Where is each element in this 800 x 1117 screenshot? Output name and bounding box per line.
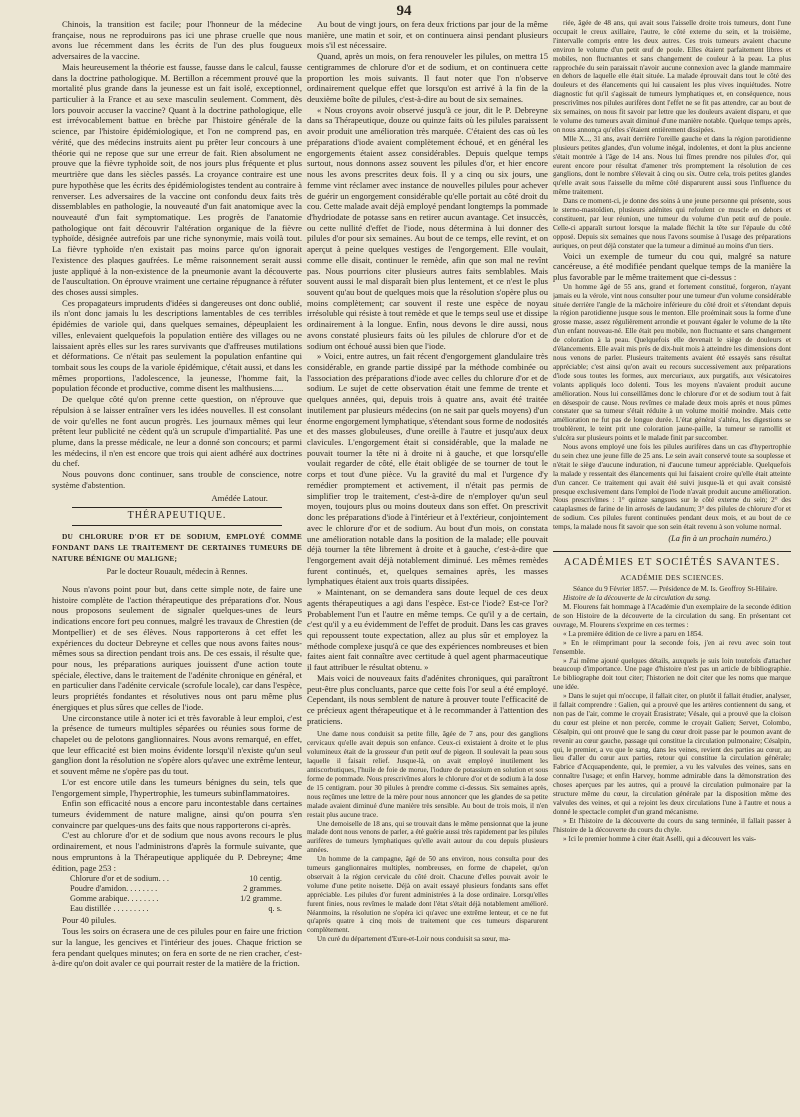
page-number: 94 xyxy=(396,3,412,19)
paragraph: Voici un exemple de tumeur du cou qui, malgré sa nature cancéreuse, a été modifiée pendant quelque temps de la manière la plus favorable par le même traitement que ci-dessus : xyxy=(553,250,791,282)
case-paragraph: Histoire de la découverte de la circulation du sang. xyxy=(563,594,711,603)
formula-row xyxy=(70,894,302,904)
paragraph: « Nous croyons avoir observé jusqu'à ce jour, dit le P. Debreyne dans sa Thérapeutique, douze ou quinze faits où les pilules paraissent avoir produit une amélioration très marquée. C'étaient des cas où les préparations d'iode avaient complètement échoué, et en général les engorgements étaient assez considérables. Depuis quelque temps surtout, nous donnons assez souvent les pilules d'or, et hier encore nous les avons prescrites deux fois. Il y a cinq ou six jours, une femme vint réclamer avec instance de nouvelles pilules pour achever de guérir un engorgement considérable qu'elle portait au côté droit du cou. Cette malade avait déjà employé pendant longtemps la pommade d'hydriodate de potasse sans en retirer aucun avantage. Cet insuccès, ou cette nullité d'effet de l'iode, nous détermina à lui donner des pilules d'or pour six semaines. Au bout de ce temps, elle revint, et on aperçut à peine quelques vestiges de l'engorgement. Elle voulait, comme elle disait, continuer le remède, afin que son mal ne revînt pas. Nous pourrions citer plusieurs autres faits semblables. Mais souvent aussi le mal disparaît bien plus lentement, et ce n'est le plus souvent qu'au bout de quelques mois que la résolution s'opère plus ou moins complètement; car souvent il reste une espèce de noyau irrésoluble qui résiste à tout remède et que le temps seul use et dissipe ordinairement à la longue. Enfin, nous devons le dire aussi, nous avons constaté plusieurs faits où les pilules de chlorure d'or et de sodium ont échoué aussi bien que l'iode. xyxy=(307,104,548,351)
paragraph: » Voici, entre autres, un fait récent d'engorgement glandulaire très considérable, en grande partie dissipé par la méthode combinée ou l'association des préparations d'iode avec celles du chlorure d'or et de sodium. Le sujet de cette observation était une femme de trente et quelques années, qui, depuis trois à quatre ans, avait été traitée inutilement par plusieurs médecins (on ne sait par quels moyens) d'un énorme engorgement lymphatique, s'étendant sous forme de nodosités et des masses globuleuses, d'une oreille à l'autre et jusqu'aux deux clavicules. L'engorgement était si considérable, que la malade ne pouvait tourner la tête ni à droite ni à gauche, et que lorsqu'elle voulait regarder de côté, elle était obligée de se tourner de tout le corps et tout d'une pièce. Vu la gravité du mal et l'urgence d'y remédier promptement et activement, il n'était pas permis de simplifier trop le traitement, c'est-à-dire de n'employer qu'un seul moyen, toujours plus ou moins douteux dans son effet. On prescrivit donc les préparations d'iode à l'intérieur et à l'extérieur, conjointement avec le chlorure d'or et de sodium. Au bout d'un mois, on constata une amélioration notable dans la position de la malade; elle pouvait déjà tourner la tête librement à droite et à gauche, c'est-à-dire que l'engorgement avait déjà notablement diminué. Les mêmes remèdes furent continués, et, quelques semaines après, les masses lymphatiques étaient aux trois quarts dissipées. xyxy=(307,351,548,587)
case-paragraph: « La première édition de ce livre a paru en 1854. xyxy=(563,629,703,638)
formula-tail: Pour 40 pilules. xyxy=(62,915,117,926)
case-paragraph: Un curé du département d'Eure-et-Loir nous conduisit sa sœur, ma- xyxy=(317,935,511,944)
formula-ingredient: Chlorure d'or et de sodium. . . xyxy=(70,874,169,884)
session-line: Séance du 9 Février 1857. — Présidence de M. Is. Geoffroy St-Hilaire. xyxy=(573,585,778,594)
case-paragraph: » J'ai même ajouté quelques détails, auxquels je suis loin toutefois d'attacher beaucoup d'importance. Une page d'histoire n'est pas un article de bibliographie. Le bibliographe doit tout citer; l'historien ne doit citer que les noms que marque une idée. xyxy=(553,656,791,692)
case-paragraph: Un homme de la campagne, âgé de 50 ans environ, nous consulta pour des tumeurs ganglionnaires multiples, nombreuses, en forme de chapelet, qu'on observait à la région cervicale du côté droit. Chacune d'elles pouvait avoir le volume d'une petite noisette. Déjà on avait essayé plusieurs fondants sans effet appréciable. Les pilules d'or furent administrées à la dose ordinaire. Lorsqu'elles furent finies, nous revîmes le malade dont l'état s'était déjà notablement amélioré. Néanmoins, la résolution ne s'opéra ici qu'avec une extrême lenteur, et ce ne fut qu'après quatre à cinq mois de traitement que ces tumeurs disparurent complètement. xyxy=(307,855,548,935)
paragraph: Chinois, la transition est facile; pour l'honneur de la médecine française, nous ne reproduirons pas ici une phrase cruelle que nous avons lue récemment dans les écrits de l'un des plus fougueux adversaires de la vaccine. xyxy=(52,19,302,62)
case-paragraph: » Dans le sujet qui m'occupe, il fallait citer, on plutôt il fallait étudier, analyser, il fallait comprendre : Galien, qui a prouvé que les artères contiennent du sang, et non pas de l'air, comme le croyait Érasistrate; Vésale, qui a prouvé que la cloison du cœur est pleine et non percée, comme le croyait Galien; Servet, Colombo, Césalpin, qui ont prouvé que le sang du cœur droit passe par le poumon avant de revenir au cœur gauche, passage qui constitue la circulation pulmonaire; Césalpin, qui, le premier, a vu que le sang, dans les veines, revient des parties au cœur, au lieu d'aller du cœur aux parties, retour qui constitue la circulation générale; Fabrice d'Acquapendente, qui, le premier, a vu les valvules des veines, sans en connaître l'usage; et enfin Harvey, homme admirable dans la démonstration des choses aperçues par les autres, qui a prouvé la circulation pulmonaire par la structure même du cœur, la circulation générale par la disposition même des valvules des veines, et qui a rejoint les deux circulations l'une à l'autre et nous a donné le spectacle complet d'un grand mécanisme. xyxy=(553,692,791,816)
formula-quantity: q. s. xyxy=(268,904,282,914)
formula-ingredient: Poudre d'amidon. . . . . . . . xyxy=(70,884,158,894)
case-paragraph: » Et l'histoire de la découverte du cours du sang terminée, il fallait passer à l'histoire de la découverte du cours du chyle. xyxy=(553,816,791,834)
paragraph: De quelque côté qu'on prenne cette question, on n'éprouve que répulsion à se laisser entraîner vers les idées nouvelles. Il est consolant de voir qu'elles ne font aucun progrès. Les journaux mêmes qui leur prêtent leur publicité ne cèdent qu'à un scrupule d'impartialité. Pas une plume, dans la presse médicale, ne leur a donné son concours; et parmi les médecins, il n'en est encore que trois qui aient adhéré aux doctrines du chef. xyxy=(52,394,302,469)
paragraph: Au bout de vingt jours, on fera deux frictions par jour de la même manière, une matin et soir, et on continuera ainsi pendant plusieurs mois s'il est nécessaire. xyxy=(307,19,548,51)
formula-quantity: 2 grammes. xyxy=(243,884,282,894)
formula-row xyxy=(70,884,302,894)
paragraph: Une circonstance utile à noter ici et très favorable à leur emploi, c'est la présence de tumeurs multiples séparées ou réunies sous forme de chapelet ou de pelotons ganglionnaires. Nous avons remarqué, en effet, que leur efficacité est bien moins évidente lorsqu'il n'existe qu'un seul ganglion dont la résolution ne s'opère alors qu'avec une extrême lenteur, et souvent même ne s'opère pas du tout. xyxy=(52,712,302,777)
article-heading: DU CHLORURE D'OR ET DE SODIUM, EMPLOYÉ COMME FONDANT DANS LE TRAITEMENT DE CERTAINES TUMEURS DE NATURE BÉNIGNE OU MALIGNE; xyxy=(52,532,302,563)
paragraph: C'est au chlorure d'or et de sodium que nous avons recours le plus ordinairement, et nous l'administrons d'après la formule suivante, que nous empruntons à la Thérapeutique appliquée du P. Debreyne; 4me édition, page 253 : xyxy=(52,830,302,873)
column-middle xyxy=(307,19,548,1111)
case-paragraph: » En le réimprimant pour la seconde fois, j'en ai revu avec soin tout l'ensemble. xyxy=(553,638,791,656)
section-title: ACADÉMIES ET SOCIÉTÉS SAVANTES. xyxy=(553,551,791,569)
paragraph: Mais voici de nouveaux faits d'adénites chroniques, qui paraîtront peut-être plus concluants, parce que cette fois l'or seul a été employé. Cependant, ils nous semblent de nature à prouver toute l'efficacité de ce précieux agent thérapeutique et à le recommander à l'attention des praticiens. xyxy=(307,672,548,726)
case-paragraph: M. Flourens fait hommage à l'Académie d'un exemplaire de la seconde édition de son Histoire de la découverte de la circulation du sang. En présentant cet ouvrage, M. Flourens s'exprime en ces termes : xyxy=(553,603,791,629)
formula-quantity: 10 centig. xyxy=(249,874,282,884)
case-paragraph: Dans ce moment-ci, je donne des soins à une jeune personne qui présente, sous le sterno-mastoïdien, plusieurs adénites qui refoulent ce muscle en dehors et constituent, par leur réunion, une tumeur du volume d'un petit œuf de poule. Celle-ci apparaît surtout lorsque la malade fléchit la tête sur l'épaule du côté opposé. Depuis six semaines que nous l'avons soumise à l'usage des préparations auriques, on peut déjà constater que la tumeur a diminué au moins d'un tiers. xyxy=(553,197,791,250)
case-paragraph: riée, âgée de 48 ans, qui avait sous l'aisselle droite trois tumeurs, dont l'une occupait le creux axillaire, l'autre, le côté externe du sein, et la troisième, l'intervalle compris entre les deux autres. Ces trois tumeurs avaient chacune environ le volume d'un petit œuf de poule. Elles étaient parfaitement libres et mobiles, non fluctuantes et sans changement de couleur à la peau. La plus rapprochée du sein paraissait n'avoir aucune connexion avec la glande mammaire en dehors de laquelle elle était située. La malade éprouvait dans tout le côté des douleurs et des élancements qui lui causaient les plus vives inquiétudes. Notre diagnostic fut qu'il s'agissait de tumeurs lymphatiques et, en conséquence, nous prescrivîmes nos pilules aurifères dont l'effet ne se fit pas attendre, car au bout de six semaines, on nous fit savoir par lettre que les douleurs avaient disparu, et que le volume des tumeurs avait diminué d'une manière notable. Quelque temps après, on nous annonça qu'elles s'étaient entièrement dissipées. xyxy=(553,19,791,134)
case-paragraph: Un homme âgé de 55 ans, grand et fortement constitué, forgeron, n'ayant jamais eu la vérole, vint nous consulter pour une tumeur d'un volume considérable située derrière l'angle de la mâchoire inférieure du côté droit et s'étendant depuis la région parotidienne jusque sous le menton. Elle proéminait sous la forme d'une grosse masse, assez régulièrement arrondie et pouvant égaler le volume de la tête d'un enfant nouveau-né. Elle était peu mobile, non fluctuante et sans changement de coloration à la peau. Quelquefois elle devenait le siège de douleurs et d'élancements. Elle avait mis près de dix-huit mois à atteindre les dimensions dont nous venons de parler. Plusieurs traitements avaient été essayés sans résultat appréciable; c'est ainsi qu'on avait eu recours successivement aux préparations d'iode sous toutes les formes, aux mercuriaux, aux purgatifs, aux vésicatoires volants appliqués loco dolenti. Tous les moyens n'avaient produit aucune amélioration. Nous lui conseillâmes donc le chlorure d'or et de sodium tout à fait en désespoir de cause. Nous revîmes ce malade deux mois après et nous pûmes constater que sa tumeur s'était réduite à un volume moitié moindre. Mais cette amélioration ne fut pas de longue durée. L'état général s'altéra, les digestions se troublèrent, le teint prit une coloration jaune-paille, la tumeur se ramollit et s'ulcéra sur plusieurs points et le malade finit par succomber. xyxy=(553,282,791,443)
case-paragraph: Une demoiselle de 18 ans, qui se trouvait dans le même pensionnat que la jeune malade dont nous venons de parler, a été guérie aussi très rapidement par les pilules aurifères de tumeurs lymphatiques qu'elle avait autour du cou depuis plusieurs années. xyxy=(307,819,548,855)
case-paragraph: Nous avons employé une fois les pilules aurifères dans un cas d'hypertrophie du sein chez une jeune fille de 25 ans. Le sein avait conservé toute sa souplesse et n'était le siège d'aucune induration, ni d'aucune tumeur appréciable. Quelquefois la malade y ressentait des élancements qui lui faisaient croire qu'elle était atteinte d'un cancer. Ce traitement qui avait été suivi jusque-là et qui avait consisté presque exclusivement dans l'emploi de l'iode n'avait produit aucune amélioration. Nous prescrivîmes : 1° quinze sangsues sur le côté externe du sein; 2° des cataplasmes de farine de lin arrosés de laudanum; 3° des pilules de chlorure d'or et de sodium. Ces pilules furent continuées pendant deux mois, et au bout de ce temps, la malade nous fit savoir que son sein était revenu à son volume normal. xyxy=(553,443,791,532)
paragraph: Tous les soirs on écrasera une de ces pilules pour en faire une friction sur la langue, les gencives et l'intérieur des joues. Chaque friction se fera pendant quelques minutes; on fera en sorte de ne rien cracher, c'est-à-dire qu'on doit avaler ce qui pourrait rester de la matière de la friction. xyxy=(52,926,302,969)
formula-ingredient: Eau distillée . . . . . . . . . xyxy=(70,904,149,914)
column-left xyxy=(52,19,302,1111)
section-title: THÉRAPEUTIQUE. xyxy=(72,507,282,526)
subsection-title: ACADÉMIE DES SCIENCES. xyxy=(620,572,724,582)
paragraph: Quand, après un mois, on fera renouveler les pilules, on mettra 15 centigrammes de chlorure d'or et de sodium, et on continuera cette proportion les mois suivants. Il faut noter que l'on n'observe ordinairement quelque effet que lorsqu'on est arrivé à la fin de la deuxième boîte de pilules, c'est-à-dire au bout de six semaines. xyxy=(307,51,548,105)
column-right xyxy=(553,19,791,1111)
paragraph: Mais heureusement la théorie est fausse, fausse dans le calcul, fausse dans la doctrine pathologique. M. Bertillon a récemment prouvé que la mortalité plus grande dans la jeunesse est un fait isolé, exceptionnel, particulier à la France et au sexe masculin seulement. Comment, dès lors pouvoir accuser la vaccine? Quant à la doctrine pathologique, elle est irrévocablement battue en brèche par l'histoire générale de la science, par l'histoire épidémiologique, et l'on ne comprend pas, en vérité, que des médecins instruits aient pu prêter leur concours à une théorie qui ne repose que sur une erreur de fait. Rien absolument ne prouve que la fièvre typhoïde soit, de nos jours plus fréquente et plus meurtrière que dans les siècles passés. La croyance contraire est une pure hypothèse que les écrits des épidémiologistes tendent au contraire à renverser. Les adversaires de la vaccine ont confondu deux faits très dissemblables en pathologie, la nouveauté d'un fait anatomique avec la nouveauté d'un fait symptomatique. Les progrès de l'anatomie pathologique ont fait découvrir l'altération organique de la fièvre typhoïde, désignée autrefois par une riche synonymie, mais voilà tout. La fièvre typhoïde n'en existait pas moins parce qu'on ignorait l'existence des plaques gaufrées. Le même raisonnement serait aussi juste appliqué à la non-existence de la pneumonie avant la découverte de l'auscultation. On éprouve vraiment une certaine répugnance à réfuter des choses aussi simples. xyxy=(52,61,302,297)
case-paragraph: Mlle X..., 31 ans, avait derrière l'oreille gauche et dans la région parotidienne plusieurs petites glandes, d'un volume inégal, indolentes, et dont la plus ancienne s'était montrée à l'âge de 14 ans. Nous lui fîmes prendre nos pilules d'or, qui eurent encore pour résultat d'amener très promptement la résolution de ces ganglions, dont le nombre s'élevait à cinq ou six. Outre cela, trois petites glandes qu'elle avait sous l'aisselle du même côté disparurent aussi sous l'influence du même traitement. xyxy=(553,134,791,197)
formula-row xyxy=(70,874,302,884)
formula xyxy=(70,874,302,914)
formula-row xyxy=(70,904,302,914)
case-paragraph: » Ici le premier homme à citer était Aselli, qui a découvert les vais- xyxy=(563,834,757,843)
formula-ingredient: Gomme arabique. . . . . . . . xyxy=(70,894,159,904)
continuation-note: (La fin à un prochain numéro.) xyxy=(668,534,771,544)
paragraph: L'or est encore utile dans les tumeurs bénignes du sein, tels que l'engorgement simple, l'hypertrophie, les tumeurs subinflammatoires. xyxy=(52,776,302,798)
paragraph: » Maintenant, on se demandera sans doute lequel de ces deux agents thérapeutiques a agi dans l'espèce. Est-ce l'iode? Est-ce l'or? Probablement l'un et l'autre en même temps. Ce qu'il y a de certain, c'est qu'il y a eu évidemment de l'effet de produit. Dans les cas graves qui repoussent toute expectation, allez au plus sûr et employez la méthode complexe jusqu'à ce que des expériences nombreuses et bien faites aient fait connaître avec certitude à quel agent pharmaceutique il faut attribuer le résultat obtenu. » xyxy=(307,587,548,673)
formula-quantity: 1/2 gramme. xyxy=(240,894,282,904)
signature: Amédée Latour. xyxy=(211,492,268,503)
paragraph: Enfin son efficacité nous a encore paru incontestable dans certaines tumeurs évidemment de nature maligne, ainsi qu'on pourra s'en convaincre par quelques-uns des faits que nous rapporterons ci-après. xyxy=(52,798,302,830)
article-author: Par le docteur Rouault, médecin à Rennes. xyxy=(106,567,248,577)
paragraph: Nous pouvons donc continuer, sans trouble de conscience, notre système d'abstention. xyxy=(52,469,302,490)
paragraph: Nous n'avons point pour but, dans cette simple note, de faire une histoire complète de l'action thérapeutique des préparations d'or. Nous nous proposons seulement de signaler quelques-unes de leurs indications encore fort peu connues, malgré les travaux de Chrestien (de Montpellier) et de ses élèves. Nous rapporterons à cet effet les expériences du docteur Debreyne et celles que nous avons faites nous-mêmes sous sa direction pendant trois ans. De ces essais, il résulte que, pour nous, les préparations auriques jouissent d'une action toute spéciale, élective, dans le traitement de l'adénite chronique en général, et en particulier dans l'adénite cervicale (scrofule locale), car dans l'espèce, leurs propriétés fondantes et résolutives nous ont paru même plus énergiques et plus sûres que celles de l'iode. xyxy=(52,583,302,712)
case-paragraph: Une dame nous conduisit sa petite fille, âgée de 7 ans, pour des ganglions cervicaux qu'elle avait depuis son enfance. Ceux-ci existaient à droite et le plus volumineux était de la grosseur d'un petit œuf de pigeon. Il soulevait la peau sous laquelle il faisait relief. Jusque-là, on avait employé inutilement les antiscorbutiques, l'huile de foie de morue, l'iodure de potassium en solution et sous forme de pommade. Nous prescrivîmes alors le chlorure d'or et de sodium à la dose de 15 centigram. pour 30 pilules à prendre comme ci-dessus. Six semaines après, nous reçûmes une lettre de la mère pour nous annoncer que les glandes de sa petite malade avaient diminué d'une manière très sensible. Au bout de trois mois, il n'en restait plus aucune trace. xyxy=(307,730,548,819)
paragraph: Ces propagateurs imprudents d'idées si dangereuses ont donc oublié, ils n'ont donc jamais lu les descriptions lamentables de ces terribles épidémies de variole qui, dans quelques semaines, dépeuplaient les villes, enlevaient quelquefois la population entière des villages ou ne laissaient après elles sur les rares survivants que d'affreuses mutilations et déformations. Ce n'était pas seulement la population enfantine qui tombait sous les coups de la variole épidémique, c'était aussi, et dans les mêmes proportions, l'adolescence, la jeunesse, l'homme fait, la population féconde et productive, comme disent les malthusiens..... xyxy=(52,297,302,394)
